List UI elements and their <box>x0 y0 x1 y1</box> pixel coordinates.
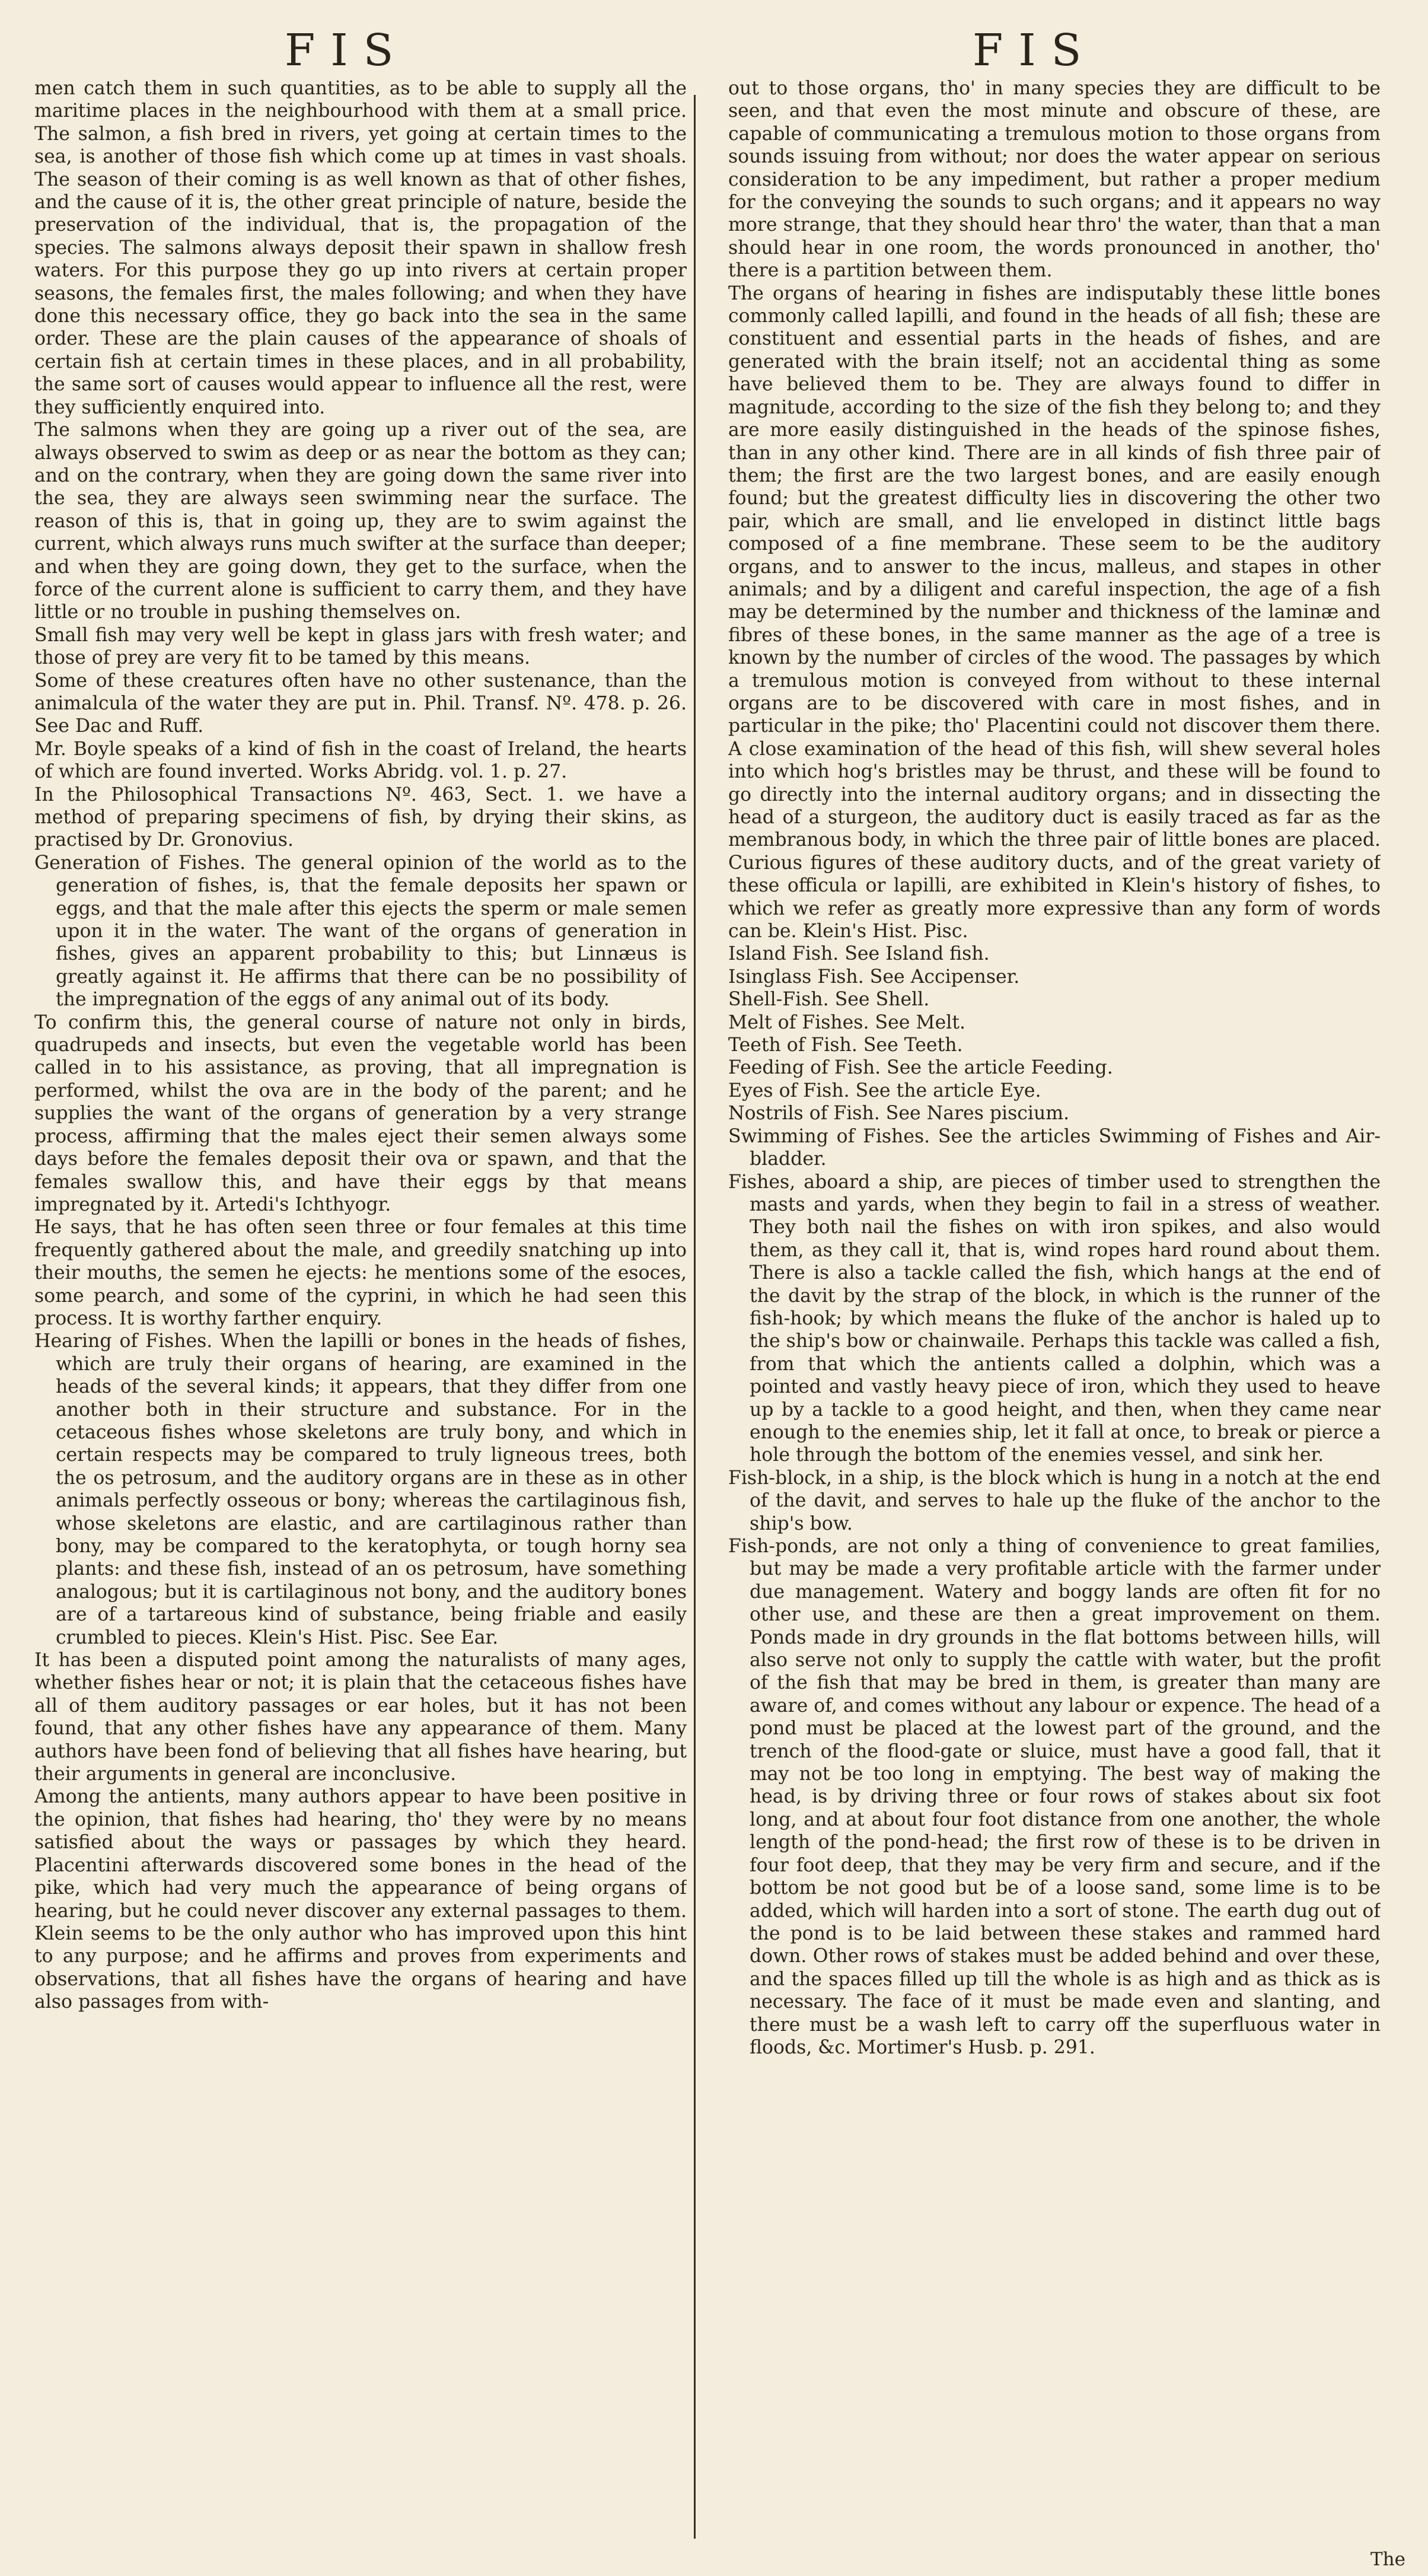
paragraph-hearing-of-fishes: Hearing of Fishes. When the lapilli or bones in the heads of fishes, which are truly their organs of hearing, are examined in the heads of the several kinds; it appears, that they differ from one another both in their structure and substance. For in the cetaceous fishes whose skeletons are truly bony, and which in certain respects may be compared to truly ligneous trees, both the os petrosum, and the auditory organs are in these as in other animals perfectly osseous or bony; whereas the cartilaginous fish, whose skeletons are elastic, and are cartilaginous rather than bony, may be compared to the keratophyta, or tough horny sea plants: and these fish, instead of an os petrosum, have something analogous; but it is cartilaginous not bony, and the auditory bones are of a tartareous kind of substance, being friable and easily crumbled to pieces. Klein's Hist. Pisc. See Ear. <box>34 1330 687 1648</box>
paragraph: Small fish may very well be kept in glass jars with fresh water; and those of prey are very fit to be tamed by this means. <box>34 624 687 669</box>
paragraph: out to those organs, tho' in many species they are difficult to be seen, and that even the most minute and obscure of these, are capable of communicating a tremulous motion to those organs from sounds issuing from without; nor does the water appear on serious consideration to be any impediment, but rather a proper medium for the conveying the sounds to such organs; and it appears no way more strange, that they should hear thro' the water, than that a man should hear in one room, the words pronounced in another, tho' there is a partition between them. <box>728 78 1381 282</box>
cross-reference-entry: Shell-Fish. See Shell. <box>728 989 930 1011</box>
cross-reference-entry: Nostrils of Fish. See Nares piscium. <box>728 1103 1070 1125</box>
paragraph: Among the antients, many authors appear to have been positive in the opinion, that fishes had hearing, tho' they were by no means satisfied about the ways or passages by which they heard. Placentini afterwards discovered some bones in the head of the pike, which had very much the appearance of being organs of hearing, but he could never discover any external passages to them. Klein seems to be the only author who has improved upon this hint to any purpose; and he affirms and proves from experiments and observations, that all fishes have the organs of hearing and have also passages from with- <box>34 1786 687 2013</box>
cross-reference-entry: Eyes of Fish. See the article Eye. <box>728 1080 1041 1101</box>
right-column <box>728 77 1381 2545</box>
paragraph: Some of these creatures often have no other sustenance, than the animalcula of the water they are put in. Phil. Transf. Nº. 478. p. 26. See Dac and Ruff. <box>34 670 687 737</box>
running-head-right: FIS <box>973 25 1097 76</box>
cross-reference-entry: Melt of Fishes. See Melt. <box>728 1011 966 1033</box>
cross-reference-entry: Isinglass Fish. See Accipenser. <box>728 966 1020 988</box>
catchword: The <box>1370 2549 1405 2570</box>
cross-reference-entry: Teeth of Fish. See Teeth. <box>728 1034 963 1056</box>
paragraph: He says, that he has often seen three or four females at this time frequently gathered about the male, and greedily snatching up into their mouths, the semen he ejects: he mentions some of the esoces, some pearch, and some of the cyprini, in which he had seen this process. It is worthy farther enquiry. <box>34 1217 687 1329</box>
paragraph: In the Philosophical Transactions Nº. 463, Sect. 1. we have a method of preparing specimens of fish, by drying their skins, as practised by Dr. Gronovius. <box>34 784 687 851</box>
entry-fishes-aboard-ship: Fishes, aboard a ship, are pieces of timber used to strengthen the masts and yards, when they begin to fail in a stress of weather. They both nail the fishes on with iron spikes, and also would them, as they call it, that is, wind ropes hard round about them. There is also a tackle called the fish, which hangs at the end of the davit by the strap of the block, in which is the runner of the fish-hook; by which means the fluke of the anchor is haled up to the ship's bow or chainwaile. Perhaps this tackle was called a fish, from that which the antients called a dolphin, which was a pointed and vastly heavy piece of iron, which they used to heave up by a tackle to a good height, and then, when they came near enough to the enemies ship, let it fall at once, to break or pierce a hole through the bottom of the enemies vessel, and sink her. <box>728 1171 1381 1466</box>
paragraph: The salmons when they are going up a river out of the sea, are always observed to swim as deep or as near the bottom as they can; and on the contrary, when they are going down the same river into the sea, they are always seen swimming near the surface. The reason of this is, that in going up, they are to swim against the current, which always runs much swifter at the surface than deeper; and when they are going down, they get to the surface, when the force of the current alone is sufficient to carry them, and they have little or no trouble in pushing themselves on. <box>34 419 687 623</box>
column-rule <box>694 95 696 2539</box>
cross-reference-entry: Island Fish. See Island fish. <box>728 943 990 965</box>
paragraph: The organs of hearing in fishes are indisputably these little bones commonly called lapilli, and found in the heads of all fish; these are constituent and essential parts in the heads of fishes, and are generated with the brain itself; not an accidental thing as some have believed them to be. They are always found to differ in magnitude, according to the size of the fish they belong to; and they are more easily distinguished in the heads of the spinose fishes, than in any other kind. There are in all kinds of fish three pair of them; the first are the two largest bones, and are easily enough found; but the greatest difficulty lies in discovering the other two pair, which are small, and lie enveloped in distinct little bags composed of a fine membrane. These seem to be the auditory organs, and to answer to the incus, malleus, and stapes in other animals; and by a diligent and careful inspection, the age of a fish may be determined by the number and thickness of the laminæ and fibres of these bones, in the same manner as the age of a tree is known by the number of circles of the wood. The passages by which a tremulous motion is conveyed from without to these internal organs are to be discovered with care in most fishes, and in particular in the pike; tho' Placentini could not discover them there. A close examination of the head of this fish, will shew several holes into which hog's bristles may be thrust, and these will be found to go directly into the internal auditory organs; and in dissecting the head of a sturgeon, the auditory duct is easily traced as far as the membranous body, in which the three pair of little bones are placed. Curious figures of these auditory ducts, and of the great variety of these officula or lapilli, are exhibited in Klein's history of fishes, to which we refer as greatly more expressive than any form of words can be. Klein's Hist. Pisc. <box>728 282 1381 942</box>
cross-reference-entry: Feeding of Fish. See the article Feeding. <box>728 1057 1113 1079</box>
entry-fish-ponds: Fish-ponds, are not only a thing of convenience to great families, but may be made a very profitable article with the farmer under due management. Watery and boggy lands are often fit for no other use, and these are then a great improvement on them. Ponds made in dry grounds in the flat bottoms between hills, will also serve not only to supply the cattle with water, but the profit of the fish that may be bred in them, is greater than many are aware of, and comes without any labour or expence. The head of a pond must be placed at the lowest part of the ground, and the trench of the flood-gate or sluice, must have a good fall, that it may not be too long in emptying. The best way of making the head, is by driving three or four rows of stakes about six foot long, and at about four foot distance from one another, the whole length of the pond-head; the first row of these is to be driven in four foot deep, that they may be very firm and secure, and if the bottom be not good but be of a loose sand, some lime is to be added, which will harden into a sort of stone. The earth dug out of the pond is to be laid between these stakes and rammed hard down. Other rows of stakes must be added behind and over these, and the spaces filled up till the whole is as high and as thick as is necessary. The face of it must be made even and slanting, and there must be a wash left to carry off the superfluous water in floods, &c. Mortimer's Husb. p. 291. <box>728 1536 1381 2058</box>
paragraph: men catch them in such quantities, as to be able to supply all the maritime places in the neighbourhood with them at a small price. The salmon, a fish bred in rivers, yet going at certain times to the sea, is another of those fish which come up at times in vast shoals. The season of their coming is as well known as that of other fishes, and the cause of it is, the other great principle of nature, beside the preservation of the individual, that is, the propagation of the species. The salmons always deposit their spawn in shallow fresh waters. For this purpose they go up into rivers at certain proper seasons, the females first, the males following; and when they have done this necessary office, they go back into the sea in the same order. These are the plain causes of the appearance of shoals of certain fish at certain times in these places, and in all probability, the same sort of causes would appear to influence all the rest, were they sufficiently enquired into. <box>34 78 687 418</box>
entry-fish-block: Fish-block, in a ship, is the block which is hung in a notch at the end of the davit, and serves to hale up the fluke of the anchor to the ship's bow. <box>728 1467 1381 1534</box>
paragraph: Mr. Boyle speaks of a kind of fish in the coast of Ireland, the hearts of which are found inverted. Works Abridg. vol. 1. p. 27. <box>34 738 687 783</box>
running-head-left: FIS <box>285 25 409 76</box>
left-column <box>34 77 687 2545</box>
paragraph: To confirm this, the general course of nature not only in birds, quadrupeds and insects, but even the vegetable world has been called in to his assistance, as proving, that all impregnation is performed, whilst the ova are in the body of the parent; and he supplies the want of the organs of generation by a very strange process, affirming that the males eject their semen always some days before the females deposit their ova or spawn, and that the females swallow this, and have their eggs by that means impregnated by it. Artedi's Ichthyogr. <box>34 1011 687 1215</box>
paragraph-generation-of-fishes: Generation of Fishes. The general opinion of the world as to the generation of fishes, is, that the female deposits her spawn or eggs, and that the male after this ejects the sperm or male semen upon it in the water. The want of the organs of generation in fishes, gives an apparent probability to this; but Linnæus is greatly against it. He affirms that there can be no possibility of the impregnation of the eggs of any animal out of its body. <box>34 852 687 1011</box>
paragraph: It has been a disputed point among the naturalists of many ages, whether fishes hear or not; it is plain that the cetaceous fishes have all of them auditory passages or ear holes, but it has not been found, that any other fishes have any appearance of them. Many authors have been fond of believing that all fishes have hearing, but their arguments in general are inconclusive. <box>34 1650 687 1785</box>
cross-reference-entry: Swimming of Fishes. See the articles Swimming of Fishes and Air-bladder. <box>728 1125 1381 1170</box>
